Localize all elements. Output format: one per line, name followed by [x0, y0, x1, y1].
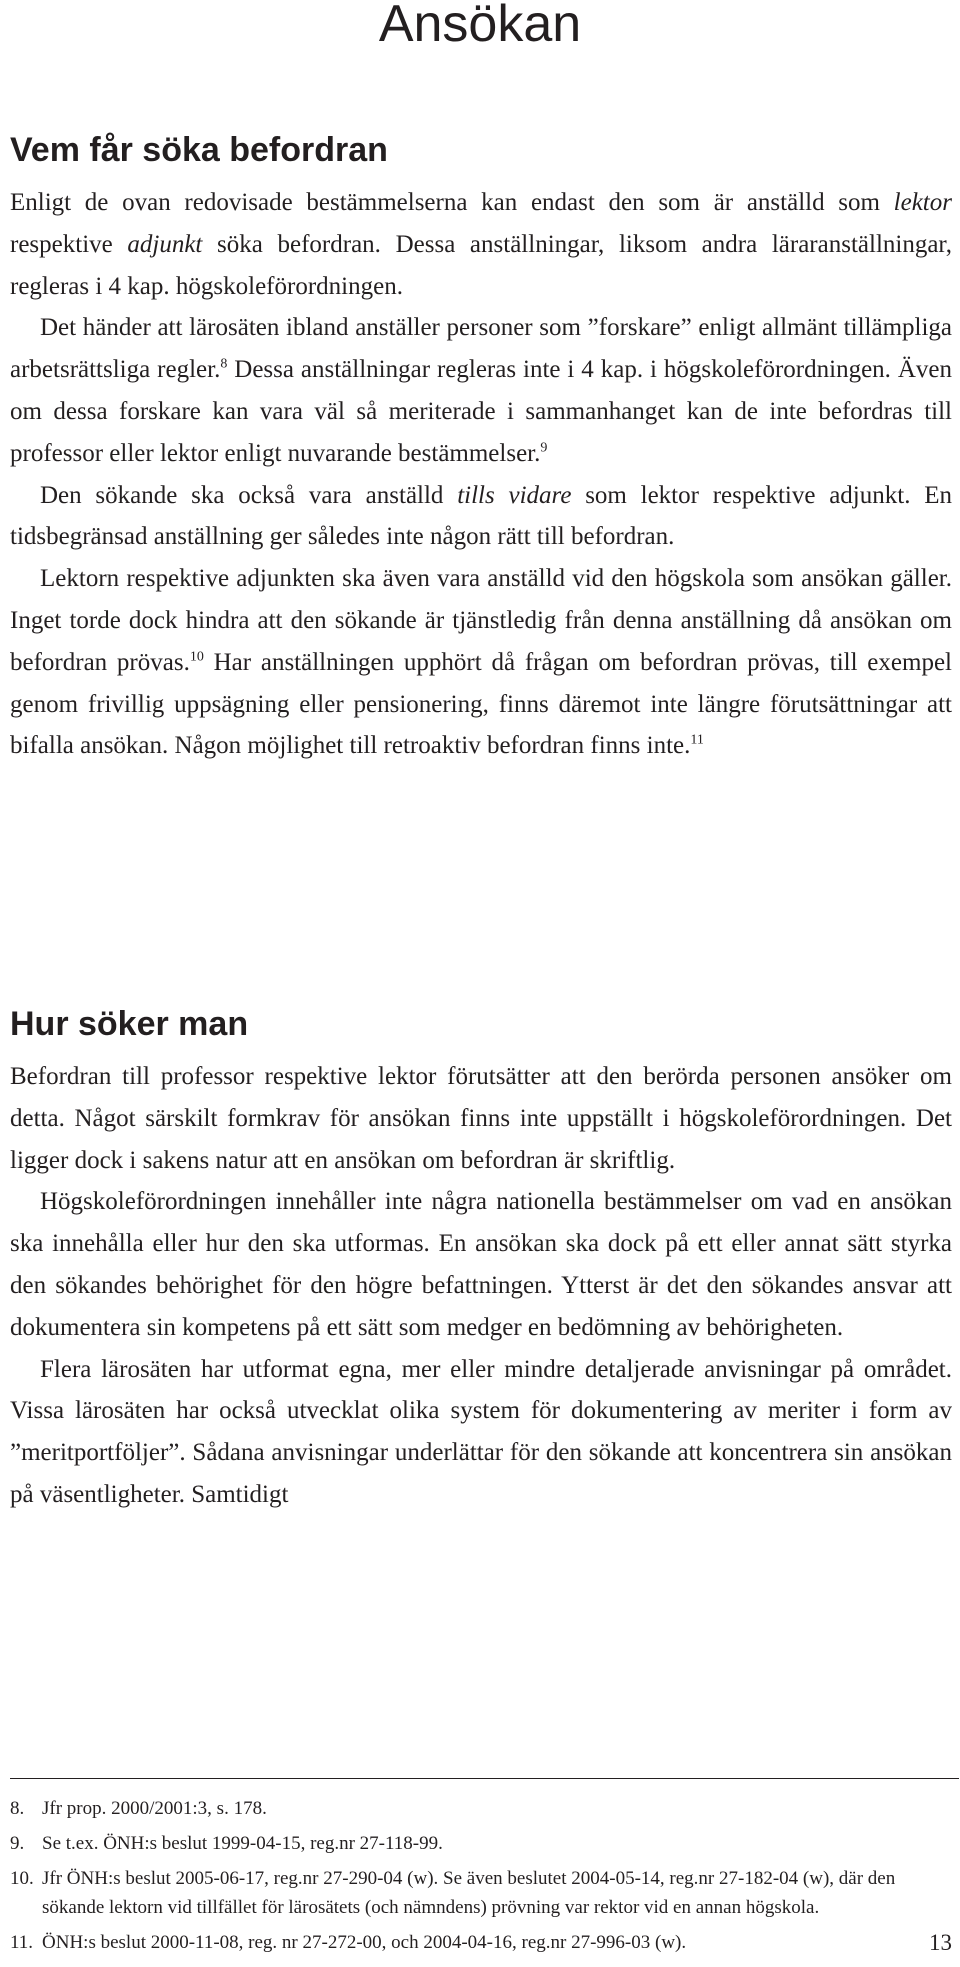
- footnote-text: ÖNH:s beslut 2000-11-08, reg. nr 27-272-00, och 2004-04-16, reg.nr 27-996-03 (w).: [42, 1932, 687, 1953]
- paragraph: [10, 475, 952, 559]
- footnote-text: Jfr ÖNH:s beslut 2005-06-17, reg.nr 27-290-04 (w). Se även beslutet 2004-05-14, reg.nr 27-182-04 (w), där den sökande lektorn vid tillfället för lärosätets (och nämndens) prövning var rektor vid en annan högskola.: [42, 1868, 896, 1918]
- footnote-divider: [10, 1778, 959, 1779]
- footnote-number: 9.: [10, 1833, 25, 1854]
- footnote-text: Jfr prop. 2000/2001:3, s. 178.: [42, 1798, 267, 1819]
- text-run: Den sökande ska också vara anställd: [40, 481, 458, 509]
- footnote-ref[interactable]: 10: [189, 649, 204, 665]
- chapter-title: Ansökan: [378, 0, 582, 53]
- emphasis: lektor: [893, 189, 952, 216]
- text-run: respektive: [10, 230, 128, 258]
- footnote: [10, 1928, 952, 1957]
- footnote-number: 10.: [10, 1868, 34, 1889]
- text-run: som lektor respektive adjunkt. En tidsbegränsad anställning ger således inte någon rätt till befordran.: [10, 481, 952, 551]
- footnote-ref[interactable]: 9: [540, 440, 548, 456]
- footnote-number: 11.: [10, 1932, 34, 1953]
- section-heading: Vem får söka befordran: [10, 131, 388, 169]
- paragraph: [10, 558, 952, 767]
- text-run: söka befordran. Dessa anställningar, liksom andra läraranställningar, regleras i 4 kap. högskoleförordningen.: [10, 230, 952, 300]
- page-number: 13: [929, 1930, 952, 1955]
- footnote-text: Se t.ex. ÖNH:s beslut 1999-04-15, reg.nr 27-118-99.: [42, 1833, 443, 1854]
- footnote: [10, 1829, 952, 1858]
- text-run: Det händer att lärosäten ibland anställer personer som ”forskare” enligt allmänt tillämpliga arbetsrättsliga regler.: [10, 314, 952, 384]
- paragraph: Befordran till professor respektive lektor förutsätter att den berörda personen ansöker om detta. Något särskilt formkrav för ansökan finns inte uppställt i högskoleförordningen. Det ligger dock i sakens natur att en ansökan om befordran är skriftlig.: [10, 1063, 952, 1174]
- paragraph: [10, 307, 952, 474]
- footnote-ref[interactable]: 8: [220, 356, 228, 372]
- footnote-number: 8.: [10, 1798, 25, 1819]
- emphasis: adjunkt: [127, 230, 203, 258]
- footnote: [10, 1864, 952, 1922]
- paragraph: [10, 182, 952, 307]
- section-hur-soker-man: [10, 1002, 952, 1516]
- footnote: [10, 1794, 952, 1823]
- section-vem-far-soka: [10, 128, 952, 767]
- text-run: Dessa anställningar regleras inte i 4 kap. i högskoleförordningen. Även om dessa forskare kan vara väl så meriterade i sammanhanget kan de inte befordras till professor eller lektor enligt nuvarande bestämmelser.: [10, 356, 953, 467]
- text-run: Lektorn respektive adjunkten ska även vara anställd vid den högskola som ansökan gäller. Inget torde dock hindra att den sökande är tjänstledig från denna anställning då ansökan om befordran prövas.: [10, 565, 952, 676]
- section-heading: Hur söker man: [10, 1005, 249, 1043]
- text-run: Har anställningen upphört då frågan om befordran prövas, till exempel genom frivillig uppsägning eller pensionering, finns däremot inte längre förutsättningar att bifalla ansökan. Någon möjlighet till retroaktiv befordran finns inte.: [10, 648, 952, 760]
- paragraph: Flera lärosäten har utformat egna, mer eller mindre detaljerade anvisningar på området. Vissa lärosäten har också utvecklat olika system för dokumentering av meriter i form av ”meritportföljer”. Sådana anvisningar underlättar för den sökande att koncentrera sin ansökan på väsentligheter. Samtidigt: [10, 1355, 952, 1508]
- footnote-ref[interactable]: 11: [690, 733, 704, 749]
- paragraph: Högskoleförordningen innehåller inte några nationella bestämmelser om vad en ansökan ska innehålla eller hur den ska utformas. En ansökan ska dock på ett eller annat sätt styrka den sökandes behörighet för den högre befattningen. Ytterst är det den sökandes ansvar att dokumentera sin kompetens på ett sätt som medger en bedömning av behörigheten.: [10, 1188, 952, 1341]
- emphasis: tills vidare: [457, 481, 572, 509]
- text-run: Enligt de ovan redovisade bestämmelserna kan endast den som är anställd som: [10, 189, 894, 216]
- footnotes: [10, 1794, 952, 1963]
